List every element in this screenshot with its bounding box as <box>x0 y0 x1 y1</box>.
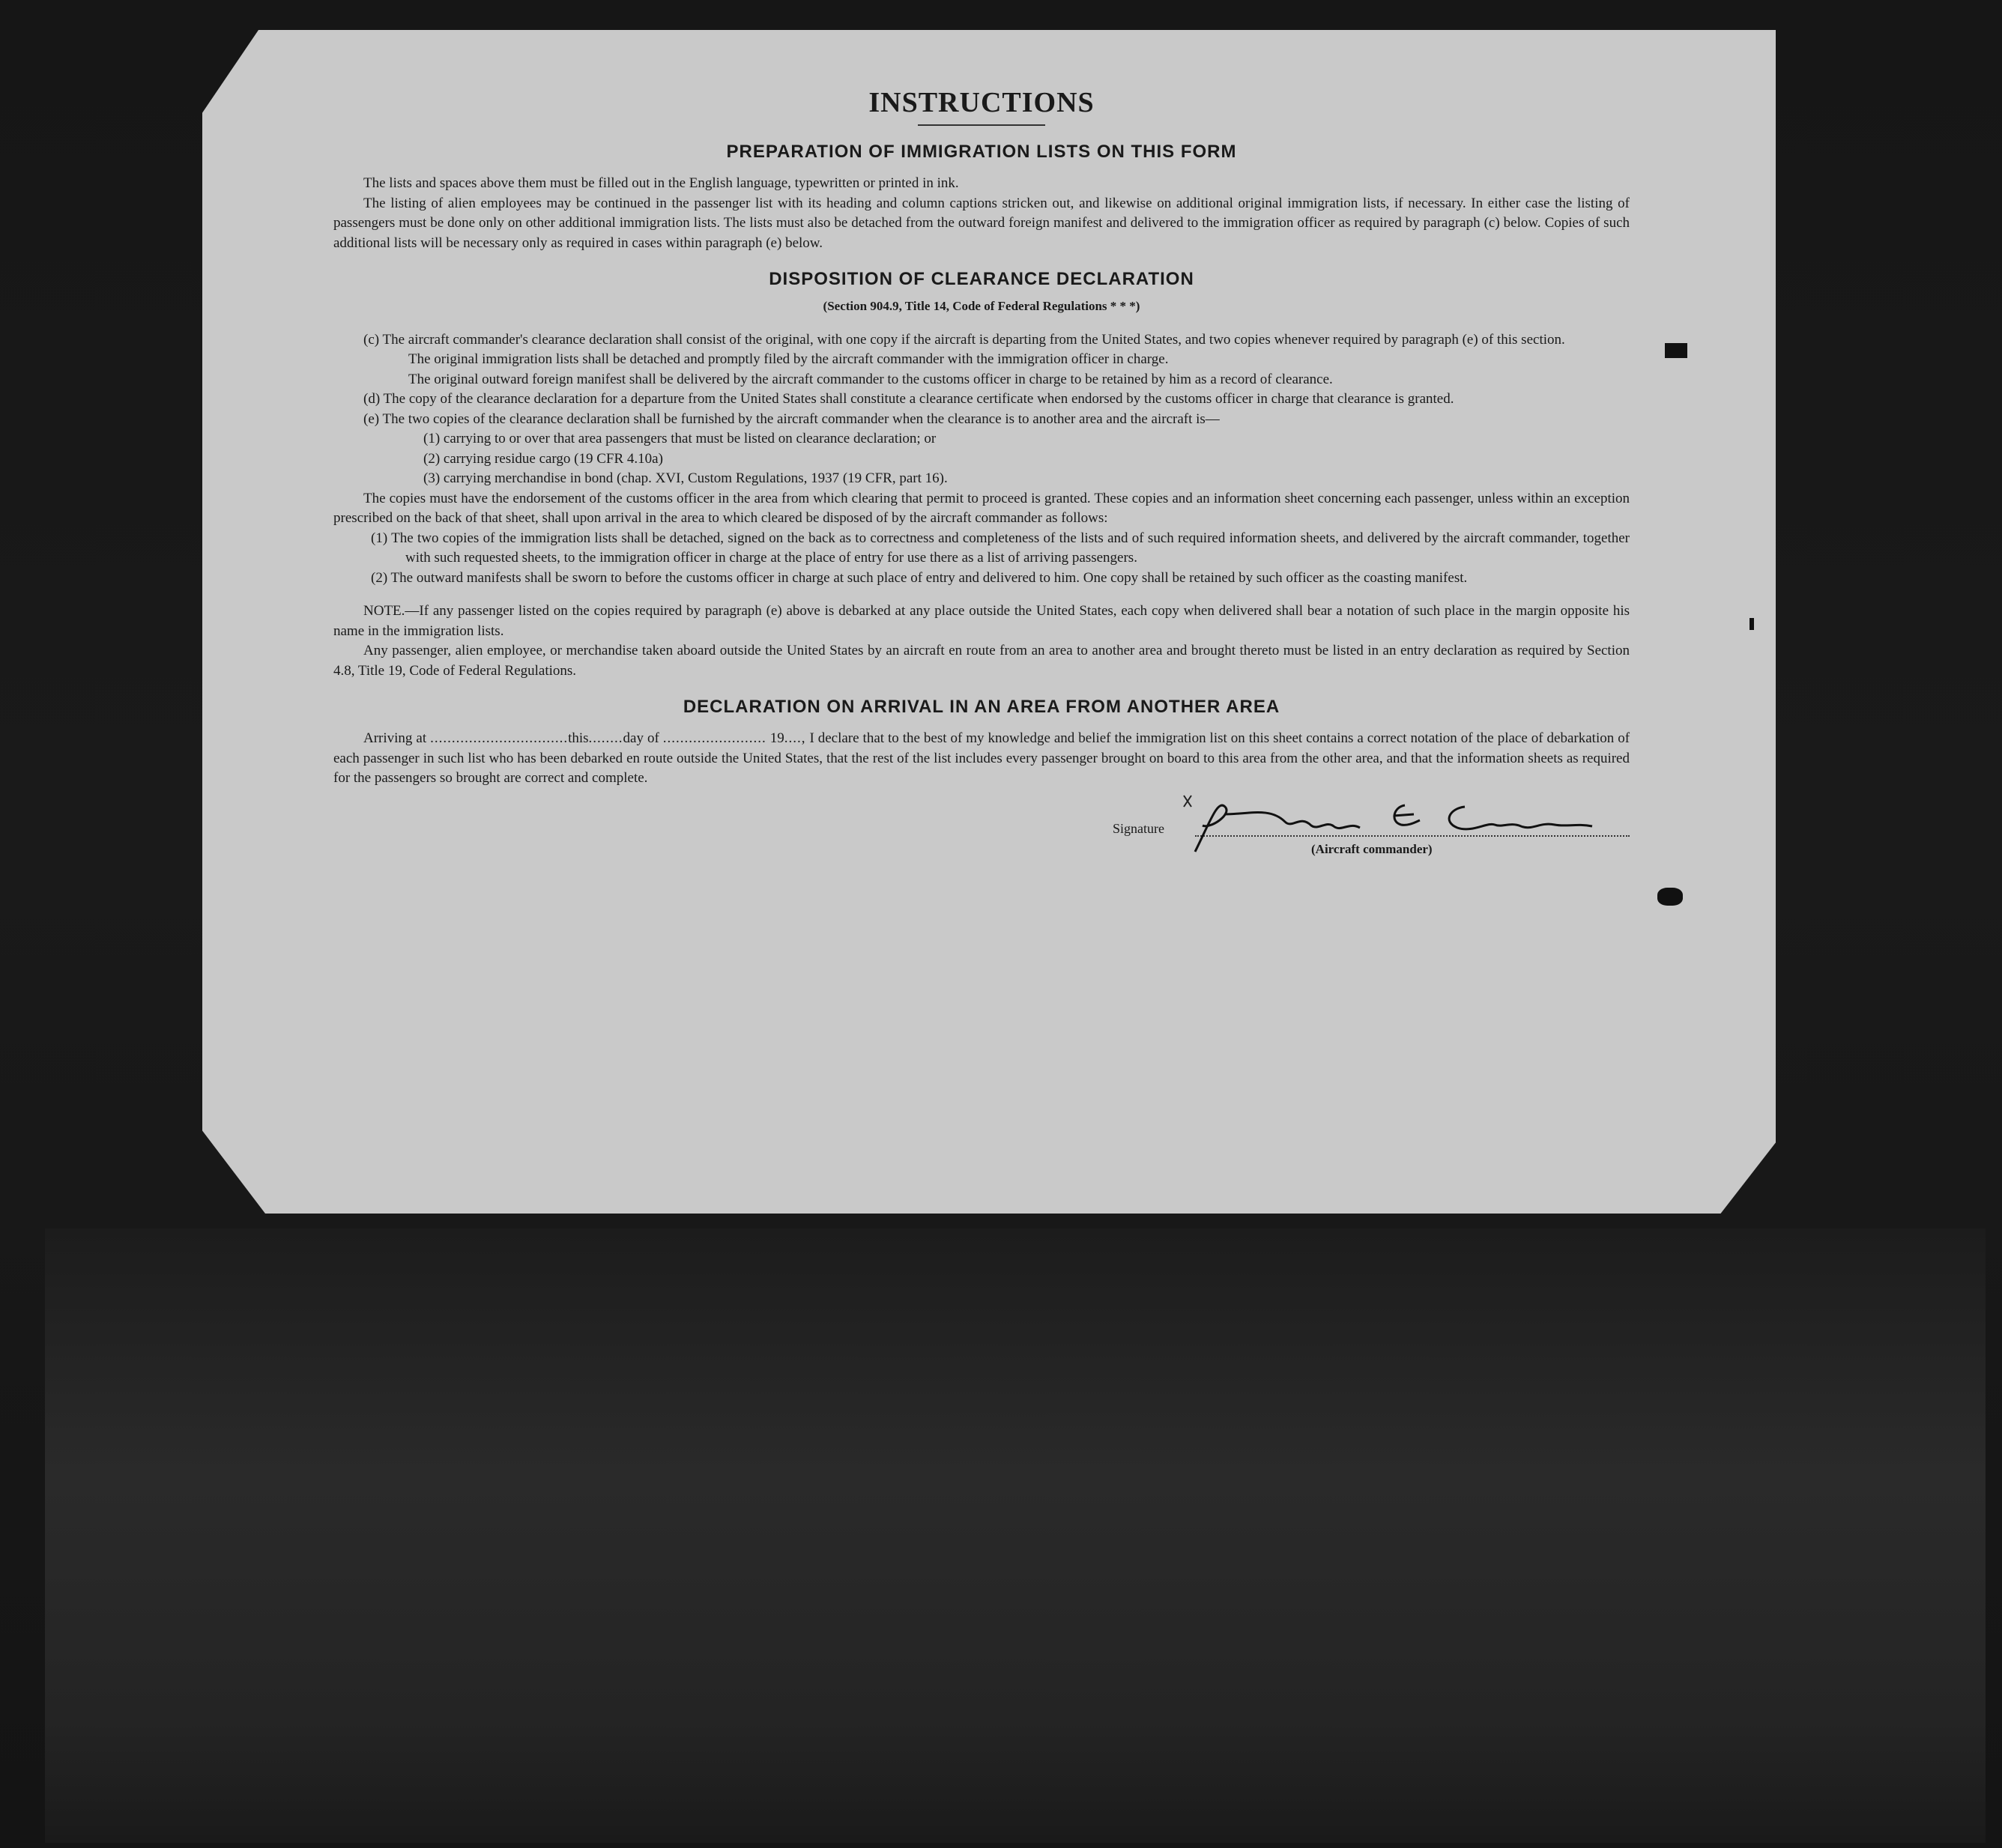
list-item-e2: (2) carrying residue cargo (19 CFR 4.10a) <box>423 450 663 467</box>
section-heading-preparation: PREPARATION OF IMMIGRATION LISTS ON THIS FORM <box>726 142 1237 162</box>
paragraph: The lists and spaces above them must be filled out in the English language, typewritten or printed in ink. <box>363 175 959 191</box>
declaration-paragraph <box>333 729 1630 789</box>
arriving-at-field[interactable]: ................................ <box>430 730 569 746</box>
note-paragraph: NOTE.—If any passenger listed on the copies required by paragraph (e) above is debarked at any place outside the United States, each copy when delivered shall bear a notation of such place in the margin opposite his name in the immigration lists. <box>333 603 1630 639</box>
ink-blot <box>1665 343 1687 358</box>
paragraph-any-passenger: Any passenger, alien employee, or merchandise taken aboard outside the United States by an aircraft en route from an area to another area and brought thereto must be listed in an entry declaration as required by Section 4.8, Title 19, Code of Federal Regulations. <box>333 643 1630 679</box>
paragraph-copies: The copies must have the endorsement of the customs officer in the area from which clearing that permit to proceed is granted. These copies and an information sheet concerning each passenger, unless within an exception prescribed on the back of that sheet, shall upon arrival in the area to which cleared be disposed of by the aircraft commander as follows: <box>333 490 1630 526</box>
this-label: this <box>568 730 589 746</box>
paragraph: The listing of alien employees may be continued in the passenger list with its heading and column captions stricken out, and likewise on additional original immigration lists, if necessary. In either case the listing of passengers must be done only on other additional immigration lists. The lists must also be detached from the outward foreign manifest and delivered to the immigration officer as required by paragraph (c) below. Copies of such additional lists will be necessary only as required in cases within paragraph (e) below. <box>333 195 1630 251</box>
month-field[interactable]: ........................ <box>662 730 766 746</box>
paragraph-d: (d) The copy of the clearance declaration for a departure from the United States shall constitute a clearance certificate when endorsed by the customs officer in charge that clearance is granted. <box>363 391 1454 407</box>
instructions-page <box>333 82 1630 856</box>
year-label: 19 <box>769 730 784 746</box>
ink-blot <box>1750 618 1754 630</box>
ink-blot <box>1657 888 1683 906</box>
declaration-text: I declare that to the best of my knowledge and belief the immigration list on this sheet contains a correct notation of the place of debarkation of each passenger in such list who has been debarked en route outside the United States, that the rest of the list includes every passenger brought on board to this area from the other area, and that the information sheets as required for the passengers so brought are correct and complete. <box>333 730 1630 786</box>
arriving-label: Arriving at <box>363 730 427 746</box>
list-item-f2: (2) The outward manifests shall be sworn to before the customs officer in charge at such place of entry and delivered to him. One copy shall be retained by such officer as the coasting manifest. <box>371 569 1468 586</box>
signature-caption: (Aircraft commander) <box>1311 841 1433 856</box>
day-of-label: day of <box>623 730 659 746</box>
paragraph-c2: The original outward foreign manifest shall be delivered by the aircraft commander to the customs officer in charge to be retained by him as a record of clearance. <box>408 371 1333 387</box>
scanner-bed-shadow <box>45 1229 1986 1843</box>
section-heading-declaration: DECLARATION ON ARRIVAL IN AN AREA FROM ANOTHER AREA <box>683 697 1280 717</box>
page-title: INSTRUCTIONS <box>868 87 1095 118</box>
year-field[interactable]: ...., <box>784 730 806 746</box>
section-heading-disposition: DISPOSITION OF CLEARANCE DECLARATION <box>769 269 1194 289</box>
signature-block <box>333 802 1630 856</box>
paragraph-e: (e) The two copies of the clearance declaration shall be furnished by the aircraft commander when the clearance is to another area and the aircraft is— <box>363 411 1220 427</box>
title-rule <box>918 124 1045 126</box>
list-item-f1: (1) The two copies of the immigration lists shall be detached, signed on the back as to correctness and completeness of the lists and of such required information sheets, and delivered by the aircraft commander, together with such requested sheets, to the immigration officer in charge at the place of entry for use there as a list of arriving passengers. <box>371 530 1630 566</box>
list-item-e3: (3) carrying merchandise in bond (chap. XVI, Custom Regulations, 1937 (19 CFR, part 16). <box>423 470 948 486</box>
signature-label: Signature <box>1113 820 1164 836</box>
section-subheading: (Section 904.9, Title 14, Code of Federal Regulations * * *) <box>823 299 1140 313</box>
paragraph-c: (c) The aircraft commander's clearance declaration shall consist of the original, with one copy if the aircraft is departing from the United States, and two copies whenever required by paragraph (e) of this section. <box>363 331 1565 348</box>
paragraph-c1: The original immigration lists shall be detached and promptly filed by the aircraft commander with the immigration officer in charge. <box>408 351 1169 367</box>
list-item-e1: (1) carrying to or over that area passengers that must be listed on clearance declaration; or <box>423 431 937 446</box>
day-field[interactable]: ........ <box>588 730 623 746</box>
